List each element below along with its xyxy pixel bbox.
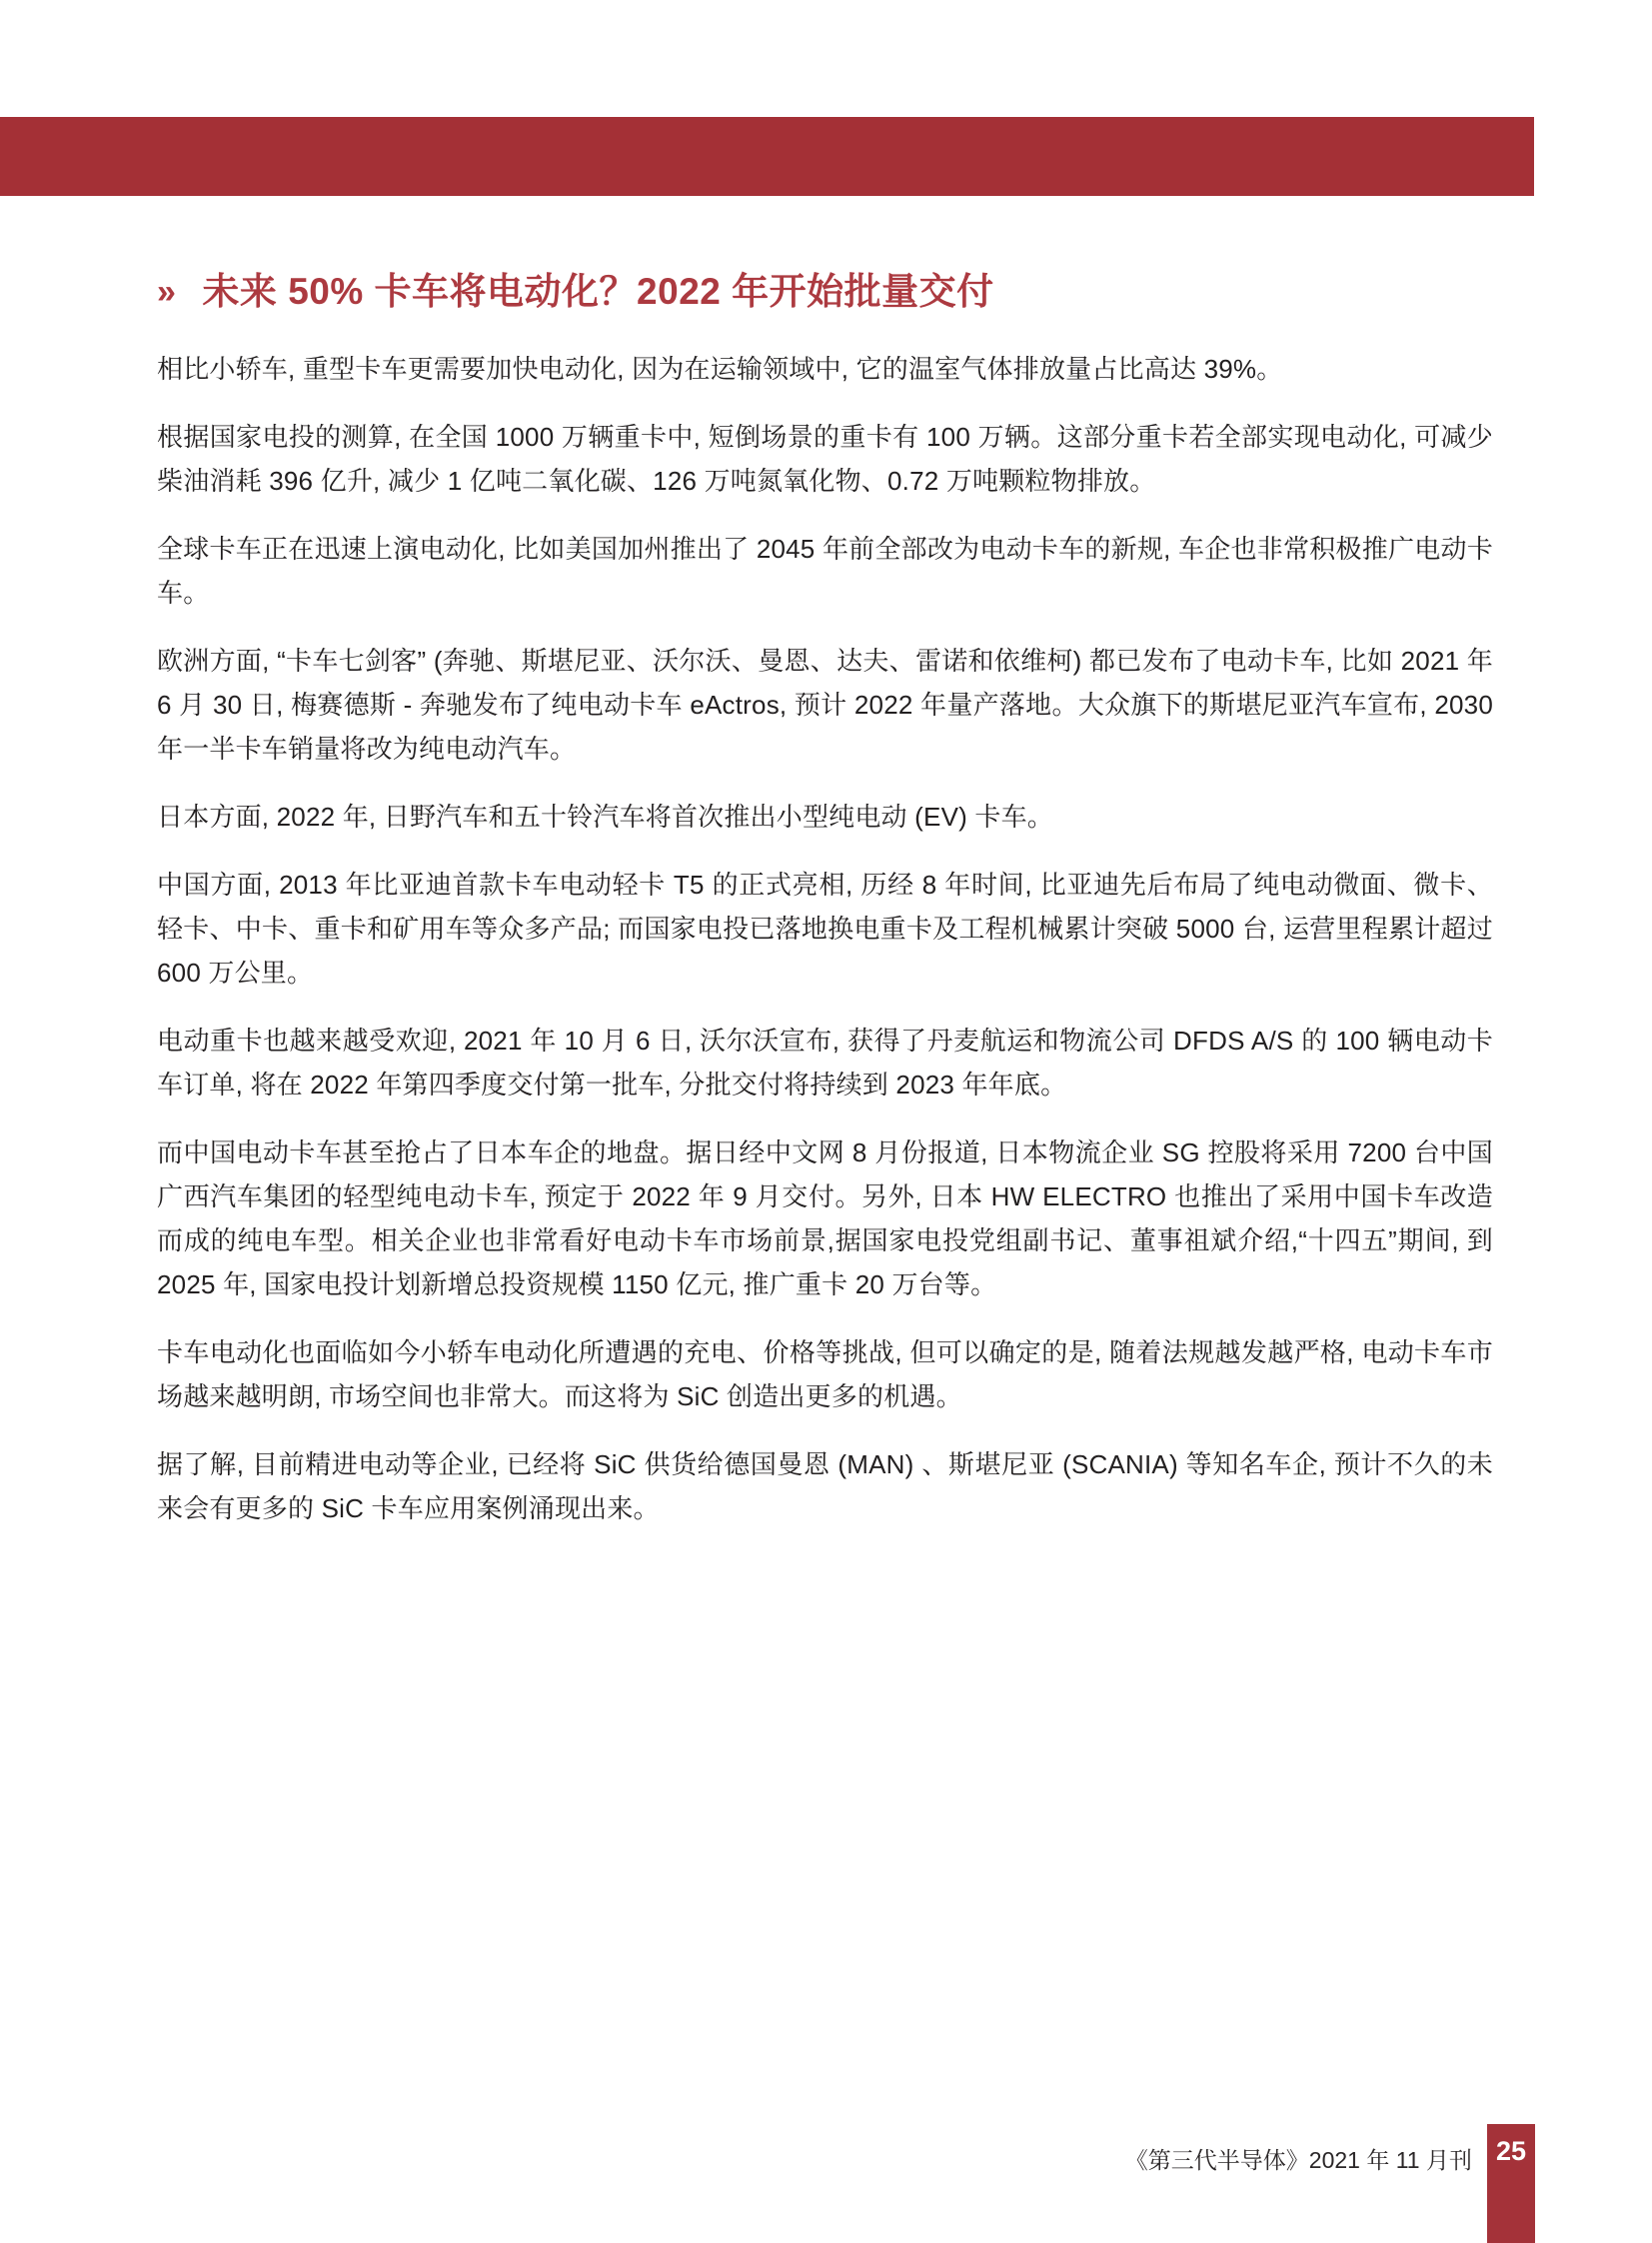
paragraph: 电动重卡也越来越受欢迎, 2021 年 10 月 6 日, 沃尔沃宣布, 获得了丹麦航运和物流公司 DFDS A/S 的 100 辆电动卡车订单, 将在 2022 年第四季度交付第一批车, 分批交付将持续到 2023 年年底。	[157, 1026, 1493, 1100]
page-number: 25	[1495, 2136, 1527, 2166]
journal-title: 《第三代半导体》2021 年 11 月刊	[1124, 2147, 1472, 2173]
paragraph: 中国方面, 2013 年比亚迪首款卡车电动轻卡 T5 的正式亮相, 历经 8 年时间, 比亚迪先后布局了纯电动微面、微卡、轻卡、中卡、重卡和矿用车等众多产品; 而国家电投已落地换电重卡及工程机械累计突破 5000 台, 运营里程累计超过 600 万公里。	[157, 870, 1493, 988]
paragraph: 根据国家电投的测算, 在全国 1000 万辆重卡中, 短倒场景的重卡有 100 万辆。这部分重卡若全部实现电动化, 可减少柴油消耗 396 亿升, 减少 1 亿吨二氧化碳、126 万吨氮氧化物、0.72 万吨颗粒物排放。	[157, 422, 1493, 496]
heading-guillemet-icon: »	[157, 273, 177, 311]
top-banner-bar	[0, 117, 1534, 196]
paragraph: 而中国电动卡车甚至抢占了日本车企的地盘。据日经中文网 8 月份报道, 日本物流企业 SG 控股将采用 7200 台中国广西汽车集团的轻型纯电动卡车, 预定于 2022 年 9 月交付。另外, 日本 HW ELECTRO 也推出了采用中国卡车改造而成的纯电车型。相关企业也非常看好电动卡车市场前景,据国家电投党组副书记、董事祖斌介绍,“十四五”期间, 到 2025 年, 国家电投计划新增总投资规模 1150 亿元, 推广重卡 20 万台等。	[157, 1137, 1493, 1299]
paragraph: 全球卡车正在迅速上演电动化, 比如美国加州推出了 2045 年前全部改为电动卡车的新规, 车企也非常积极推广电动卡车。	[157, 534, 1493, 608]
article	[157, 269, 1493, 1530]
article-title-text: 未来 50% 卡车将电动化？2022 年开始批量交付	[202, 271, 994, 312]
paragraph: 相比小轿车, 重型卡车更需要加快电动化, 因为在运输领域中, 它的温室气体排放量占比高达 39%。	[157, 354, 1283, 384]
page-number-badge	[1487, 2124, 1535, 2243]
paragraph: 据了解, 目前精进电动等企业, 已经将 SiC 供货给德国曼恩 (MAN) 、斯堪尼亚 (SCANIA) 等知名车企, 预计不久的未来会有更多的 SiC 卡车应用案例涌现出来。	[157, 1449, 1493, 1523]
paragraph: 卡车电动化也面临如今小轿车电动化所遭遇的充电、价格等挑战, 但可以确定的是, 随着法规越发越严格, 电动卡车市场越来越明朗, 市场空间也非常大。而这将为 SiC 创造出更多的机遇。	[157, 1337, 1493, 1411]
paragraph: 日本方面, 2022 年, 日野汽车和五十铃汽车将首次推出小型纯电动 (EV) 卡车。	[157, 802, 1054, 832]
article-body	[157, 347, 1493, 1530]
article-title	[157, 269, 1493, 315]
paragraph: 欧洲方面, “卡车七剑客” (奔驰、斯堪尼亚、沃尔沃、曼恩、达夫、雷诺和依维柯) 都已发布了电动卡车, 比如 2021 年 6 月 30 日, 梅赛德斯 - 奔驰发布了纯电动卡车 eActros, 预计 2022 年量产落地。大众旗下的斯堪尼亚汽车宣布, 2030 年一半卡车销量将改为纯电动汽车。	[157, 646, 1493, 764]
